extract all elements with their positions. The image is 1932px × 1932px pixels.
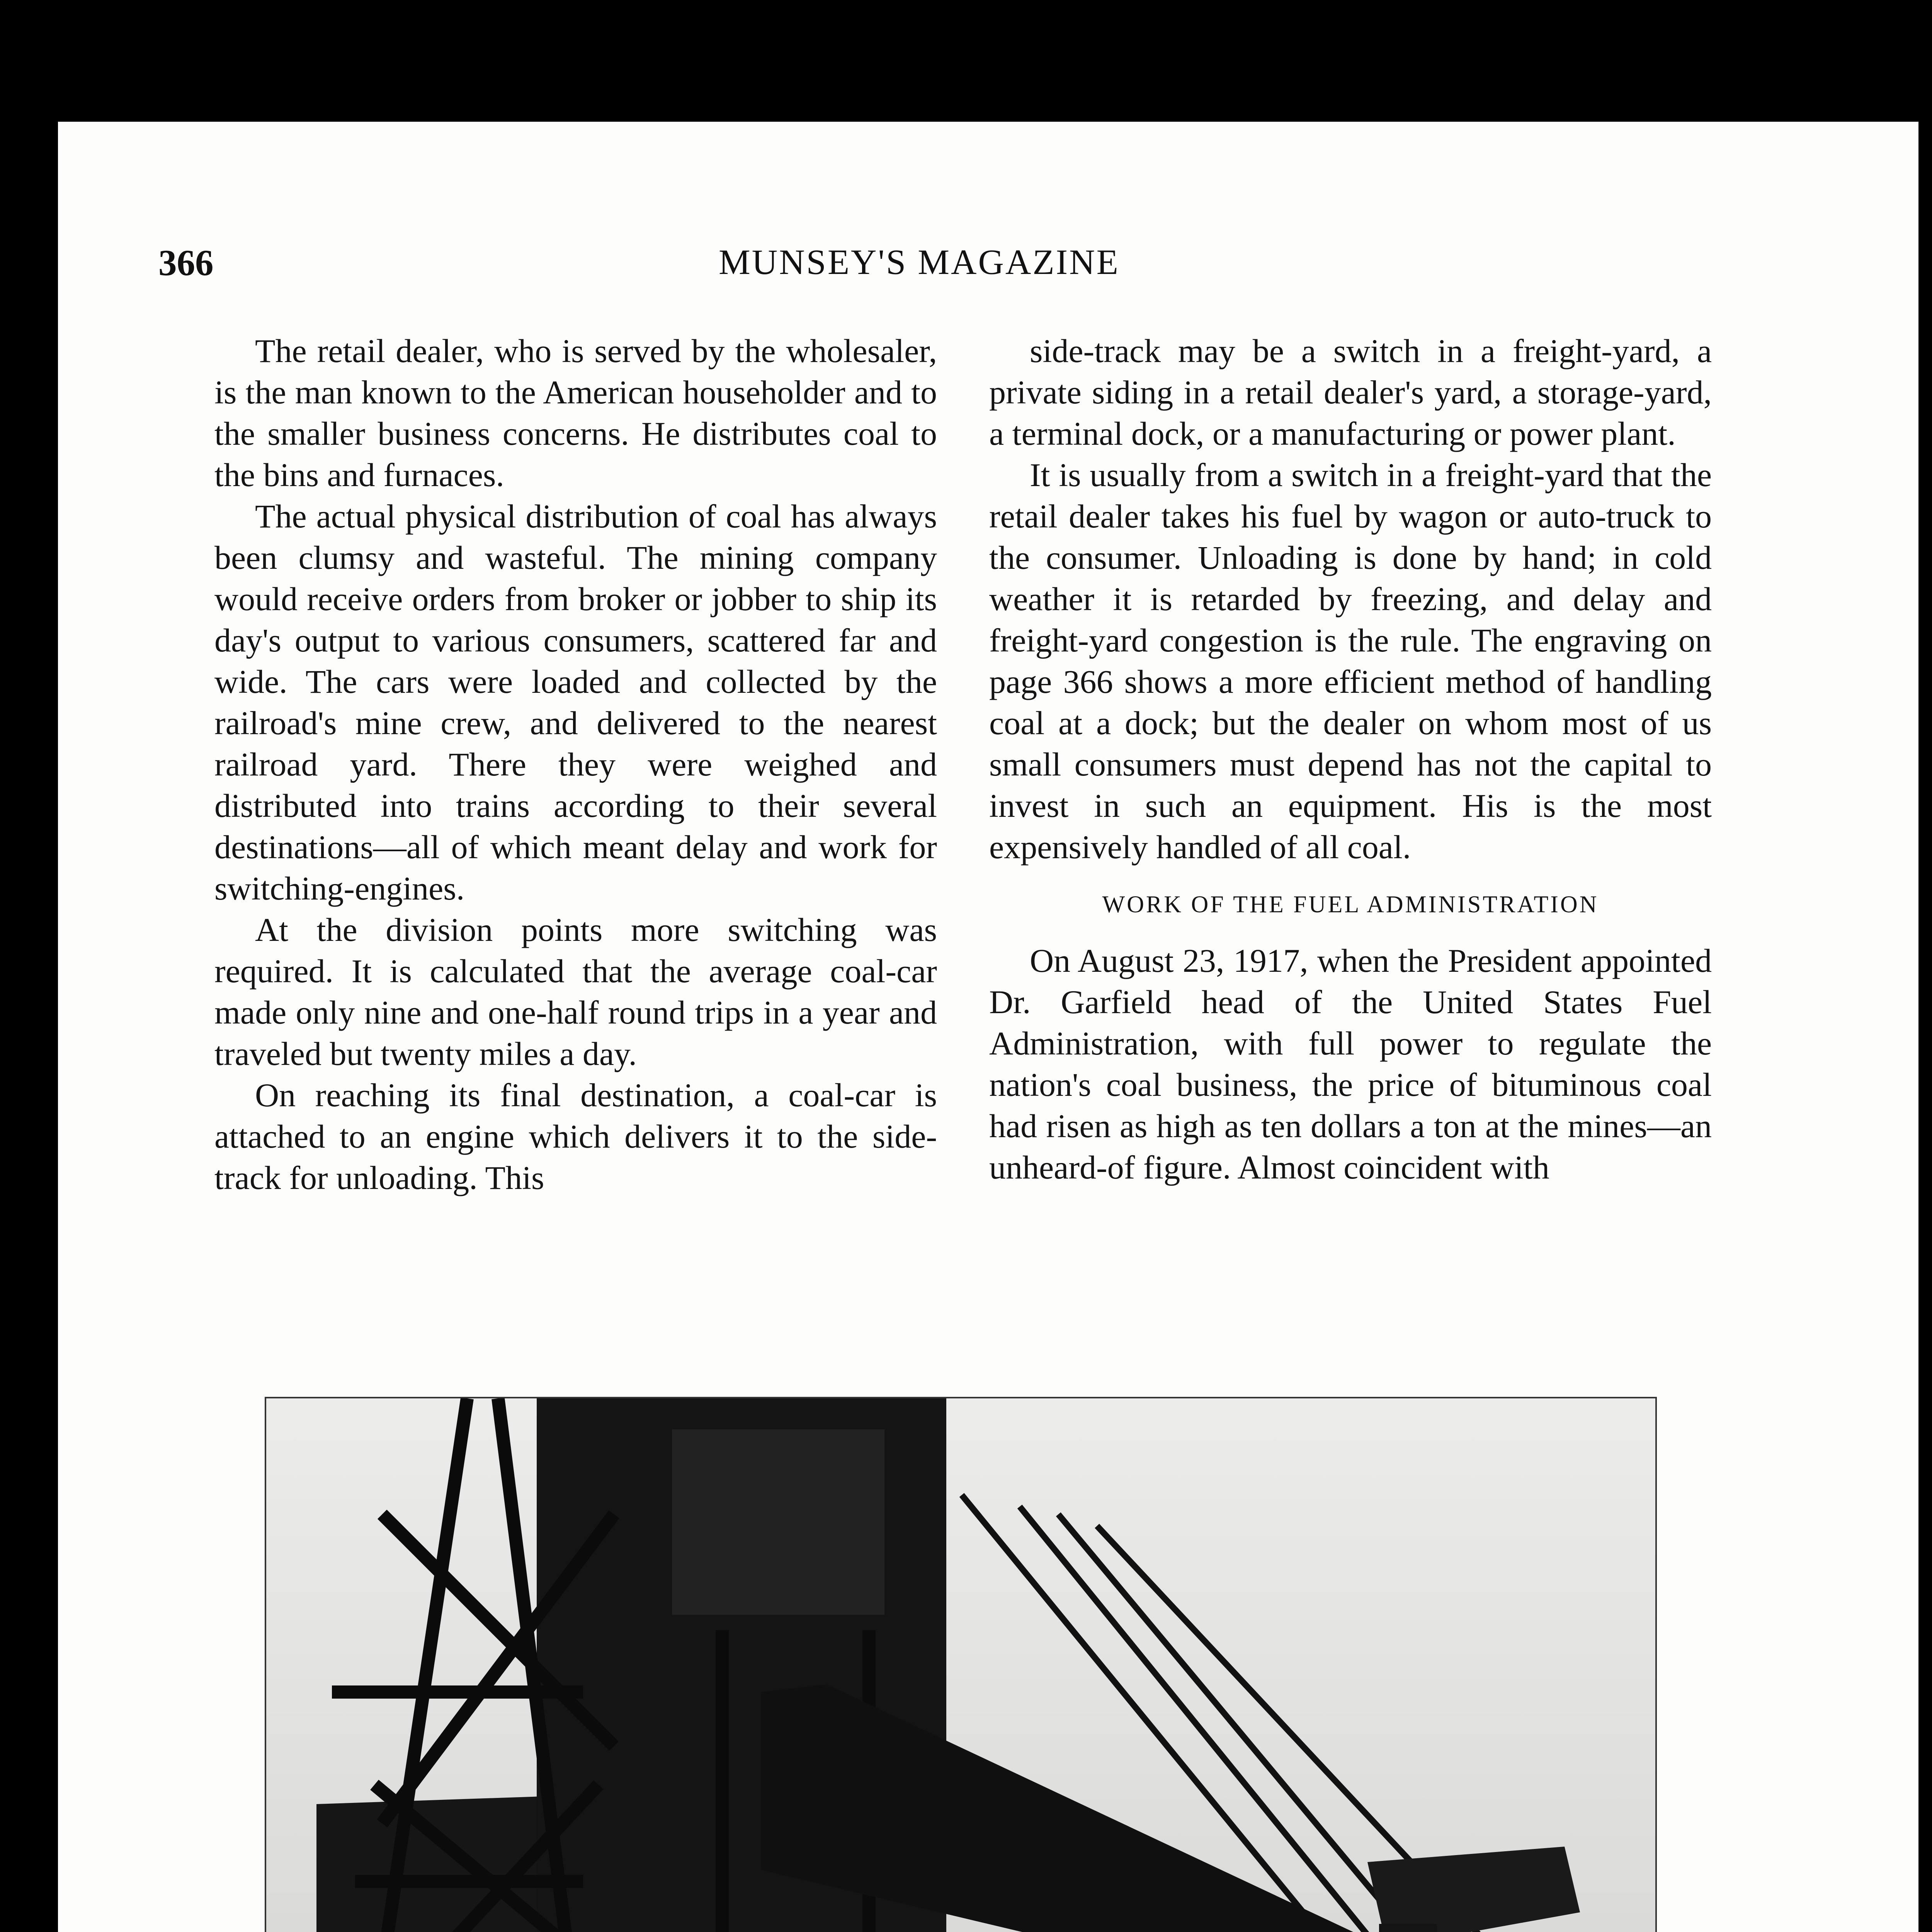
article-right-column	[989, 330, 1712, 1188]
paragraph: side-track may be a switch in a freight-yard, a private siding in a retail dealer's yard, a storage-yard, a terminal dock, or a manufacturing or power plant.	[989, 332, 1712, 452]
paragraph: At the division points more switching was required. It is calculated that the average coal-car made only nine and one-half round trips in a year and traveled but twenty miles a day.	[214, 911, 937, 1072]
paragraph: On reaching its final destination, a coal-car is attached to an engine which delivers it to the side-track for unloading. This	[214, 1077, 937, 1196]
coal-unloader-photograph	[265, 1397, 1657, 1932]
running-head: MUNSEY'S MAGAZINE	[719, 242, 1120, 282]
section-heading: WORK OF THE FUEL ADMINISTRATION	[1102, 891, 1599, 918]
paragraph: It is usually from a switch in a freight-yard that the retail dealer takes his fuel by wagon or auto-truck to the consumer. Unloading is done by hand; in cold weather it is retarded by freezing, and delay and freight-yard congestion is the rule. The engraving on page 366 shows a more efficient method of handling coal at a dock; but the dealer on whom most of us small consumers must depend has not the capital to invest in such an equipment. His is the most expensively handled of all coal.	[989, 456, 1712, 866]
paragraph: The actual physical distribution of coal has always been clumsy and wasteful. The mining company would receive orders from broker or jobber to ship its day's output to various consumers, scattered far and wide. The cars were loaded and collected by the railroad's mine crew, and delivered to the nearest railroad yard. There they were weighed and distributed into trains according to their several destinations—all of which meant delay and work for switching-engines.	[214, 498, 937, 907]
paragraph: On August 23, 1917, when the President appointed Dr. Garfield head of the United States Fuel Administration, with full power to regulate the nation's coal business, the price of bituminous coal had risen as high as ten dollars a ton at the mines—an unheard-of figure. Almost coincident with	[989, 942, 1712, 1186]
paragraph: The retail dealer, who is served by the wholesaler, is the man known to the American householder and to the smaller business concerns. He distributes coal to the bins and furnaces.	[214, 332, 937, 493]
page-number: 366	[158, 242, 214, 283]
article-left-column	[214, 330, 937, 1199]
